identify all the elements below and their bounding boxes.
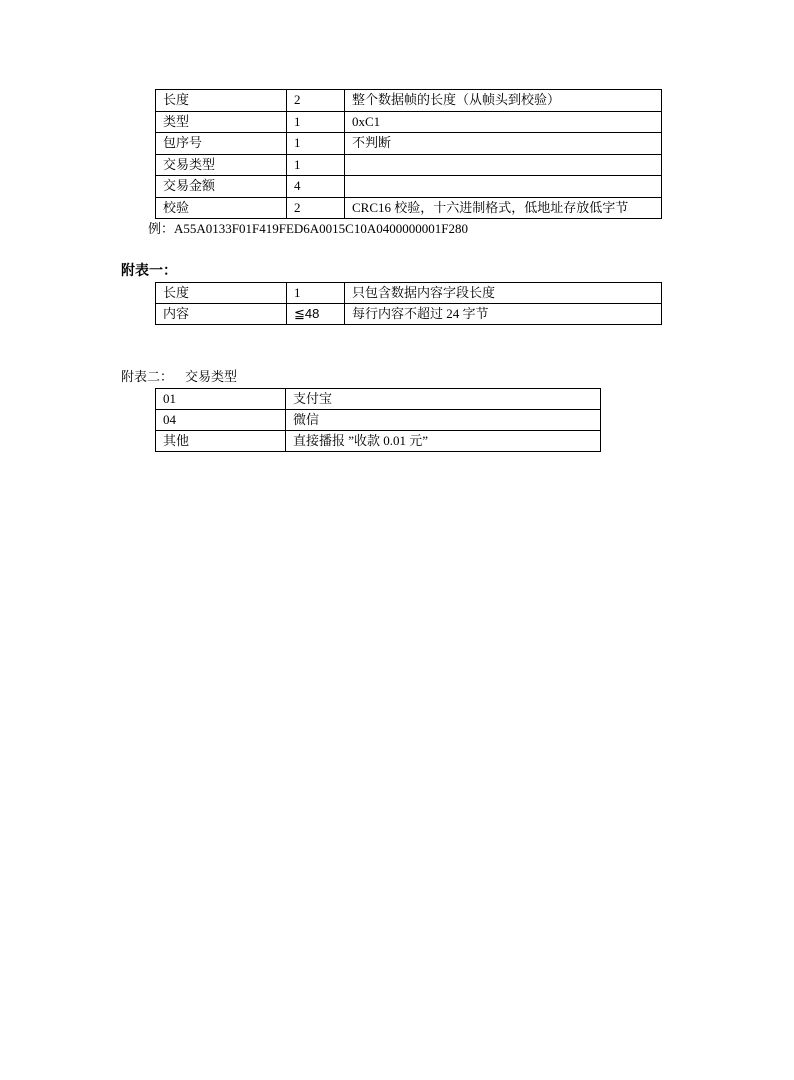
table-row [156,176,662,198]
field-cell: 长度 [156,90,287,112]
table-row [156,133,662,155]
appendix2-title: 交易类型 [185,369,238,384]
bytes-cell: 1 [287,283,345,304]
bytes-cell: 1 [287,111,345,133]
bytes-cell: 2 [287,197,345,219]
description-cell: 只包含数据内容字段长度 [345,283,662,304]
code-cell: 其他 [156,431,286,452]
bytes-cell: 1 [287,133,345,155]
description-cell: 整个数据帧的长度（从帧头到校验） [345,90,662,112]
table-row [156,431,601,452]
table-row [156,304,662,325]
appendix1-table [155,282,662,325]
code-cell: 04 [156,410,286,431]
description-cell: 0xC1 [345,111,662,133]
appendix2-label: 附表二： [121,369,174,384]
appendix2-heading [121,369,237,385]
description-cell [345,176,662,198]
bytes-cell: ≦48 [287,304,345,325]
description-cell: 每行内容不超过 24 字节 [345,304,662,325]
appendix1-heading: 附表一： [121,262,177,278]
field-cell: 内容 [156,304,287,325]
meaning-cell: 直接播报 ”收款 0.01 元” [286,431,601,452]
field-cell: 包序号 [156,133,287,155]
bytes-cell: 1 [287,154,345,176]
table-row [156,197,662,219]
description-cell: CRC16 校验，十六进制格式，低地址存放低字节 [345,197,662,219]
field-cell: 交易类型 [156,154,287,176]
bytes-cell: 2 [287,90,345,112]
meaning-cell: 支付宝 [286,389,601,410]
example-text: 例：A55A0133F01F419FED6A0015C10A0400000001F280 [148,221,468,236]
field-cell: 类型 [156,111,287,133]
description-cell: 不判断 [345,133,662,155]
table-row [156,111,662,133]
description-cell [345,154,662,176]
table-row [156,410,601,431]
field-cell: 交易金额 [156,176,287,198]
transaction-type-table [155,388,601,452]
table-row [156,90,662,112]
frame-format-table [155,89,662,219]
bytes-cell: 4 [287,176,345,198]
field-cell: 长度 [156,283,287,304]
table-row [156,389,601,410]
table-row [156,283,662,304]
table-row [156,154,662,176]
field-cell: 校验 [156,197,287,219]
code-cell: 01 [156,389,286,410]
meaning-cell: 微信 [286,410,601,431]
